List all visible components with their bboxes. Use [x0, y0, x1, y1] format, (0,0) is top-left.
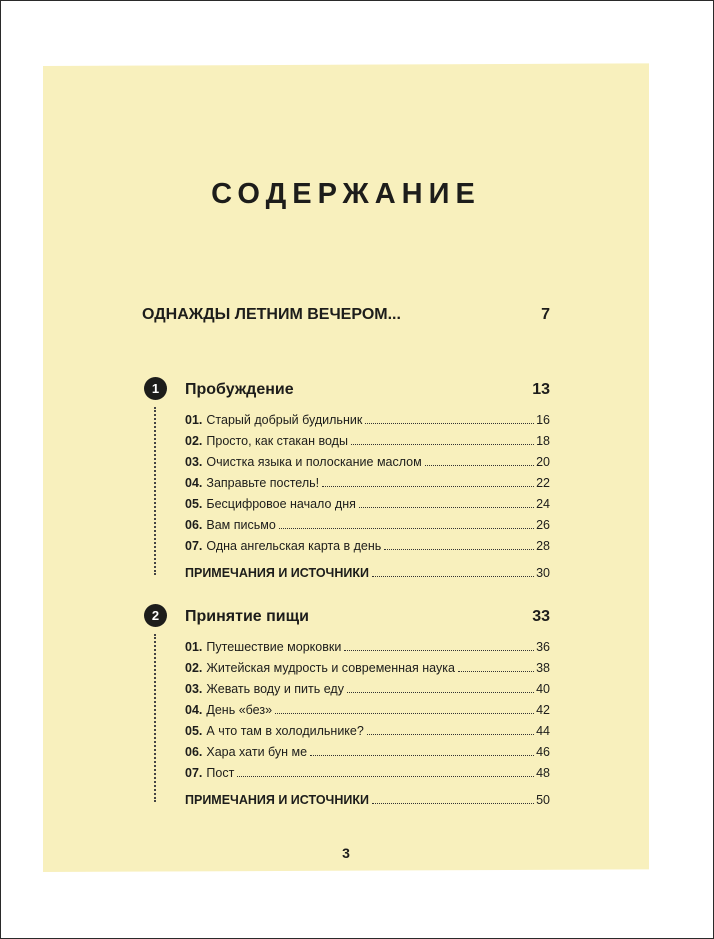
entry-number: 02.: [185, 434, 203, 448]
toc-entry[interactable]: [185, 449, 550, 470]
chapter-entries: [185, 634, 550, 808]
chapter-entries: [185, 407, 550, 581]
entry-number: 03.: [185, 455, 203, 469]
entry-number: 01.: [185, 640, 203, 654]
notes-page: 30: [536, 566, 550, 580]
toc-entry[interactable]: [185, 491, 550, 512]
leader-dots: [310, 755, 534, 756]
entry-number: 05.: [185, 724, 203, 738]
chapter-heading[interactable]: [142, 377, 550, 403]
entry-page: 20: [536, 455, 550, 469]
entry-title: Очистка языка и полоскание маслом: [206, 455, 422, 469]
toc-entry[interactable]: [185, 676, 550, 697]
notes-title: ПРИМЕЧАНИЯ И ИСТОЧНИКИ: [185, 793, 369, 807]
chapter-title: Принятие пищи: [185, 608, 309, 625]
entry-page: 38: [536, 661, 550, 675]
chapter-number-badge: 2: [144, 604, 167, 627]
chapter-heading[interactable]: [142, 604, 550, 630]
toc-entry[interactable]: [185, 533, 550, 554]
entry-page: 46: [536, 745, 550, 759]
leader-dots: [351, 444, 534, 445]
entry-number: 02.: [185, 661, 203, 675]
entry-number: 04.: [185, 476, 203, 490]
toc-entry[interactable]: [185, 739, 550, 760]
entry-title: День «без»: [206, 703, 273, 717]
toc-entry[interactable]: [185, 718, 550, 739]
entry-title: Житейская мудрость и современная наука: [206, 661, 455, 675]
chapter-page: 13: [532, 381, 550, 398]
toc-notes-entry[interactable]: [185, 560, 550, 581]
entry-title: Путешествие морковки: [206, 640, 342, 654]
entry-title: Просто, как стакан воды: [206, 434, 348, 448]
chapter-2: [142, 604, 550, 808]
entry-title: А что там в холодильнике?: [206, 724, 364, 738]
entry-page: 36: [536, 640, 550, 654]
notes-page: 50: [536, 793, 550, 807]
chapter-number-badge: 1: [144, 377, 167, 400]
leader-dots: [372, 576, 534, 577]
entry-number: 07.: [185, 539, 203, 553]
toc-entry[interactable]: [185, 697, 550, 718]
leader-dots: [425, 465, 534, 466]
entry-title: Жевать воду и пить еду: [206, 682, 344, 696]
leader-dots: [279, 528, 534, 529]
entry-number: 03.: [185, 682, 203, 696]
entry-number: 01.: [185, 413, 203, 427]
leader-dots: [344, 650, 534, 651]
leader-dots: [367, 734, 534, 735]
toc-intro-page: 7: [541, 306, 550, 323]
entry-number: 04.: [185, 703, 203, 717]
toc-intro-label: ОДНАЖДЫ ЛЕТНИМ ВЕЧЕРОМ...: [142, 306, 401, 323]
toc-entry[interactable]: [185, 428, 550, 449]
entry-page: 44: [536, 724, 550, 738]
entry-page: 40: [536, 682, 550, 696]
page-number: 3: [342, 845, 350, 861]
toc-entry[interactable]: [185, 655, 550, 676]
chapter-1: [142, 377, 550, 581]
entry-page: 42: [536, 703, 550, 717]
toc-entry[interactable]: [185, 512, 550, 533]
toc-notes-entry[interactable]: [185, 787, 550, 808]
leader-dots: [458, 671, 534, 672]
entry-title: Вам письмо: [206, 518, 276, 532]
entry-title: Хара хати бун ме: [206, 745, 308, 759]
toc-entry[interactable]: [185, 634, 550, 655]
entry-page: 22: [536, 476, 550, 490]
leader-dots: [384, 549, 534, 550]
entry-page: 16: [536, 413, 550, 427]
chapter-page: 33: [532, 608, 550, 625]
leader-dots: [359, 507, 534, 508]
entry-number: 06.: [185, 518, 203, 532]
leader-dots: [322, 486, 534, 487]
entry-number: 05.: [185, 497, 203, 511]
entry-title: Бесцифровое начало дня: [206, 497, 356, 511]
toc-entry[interactable]: [185, 470, 550, 491]
dotted-timeline: [154, 634, 156, 802]
entry-number: 07.: [185, 766, 203, 780]
leader-dots: [365, 423, 534, 424]
entry-number: 06.: [185, 745, 203, 759]
leader-dots: [275, 713, 534, 714]
entry-page: 26: [536, 518, 550, 532]
page-title: СОДЕРЖАНИЕ: [211, 178, 481, 210]
entry-page: 28: [536, 539, 550, 553]
leader-dots: [372, 803, 534, 804]
dotted-timeline: [154, 407, 156, 575]
entry-title: Старый добрый будильник: [206, 413, 363, 427]
entry-title: Заправьте постель!: [206, 476, 320, 490]
entry-page: 24: [536, 497, 550, 511]
entry-page: 48: [536, 766, 550, 780]
entry-title: Одна ангельская карта в день: [206, 539, 382, 553]
entry-title: Пост: [206, 766, 235, 780]
toc-entry[interactable]: [185, 407, 550, 428]
toc-entry[interactable]: [185, 760, 550, 781]
leader-dots: [347, 692, 534, 693]
notes-title: ПРИМЕЧАНИЯ И ИСТОЧНИКИ: [185, 566, 369, 580]
chapter-title: Пробуждение: [185, 381, 294, 398]
toc-intro-row[interactable]: [142, 306, 550, 324]
entry-page: 18: [536, 434, 550, 448]
leader-dots: [237, 776, 534, 777]
